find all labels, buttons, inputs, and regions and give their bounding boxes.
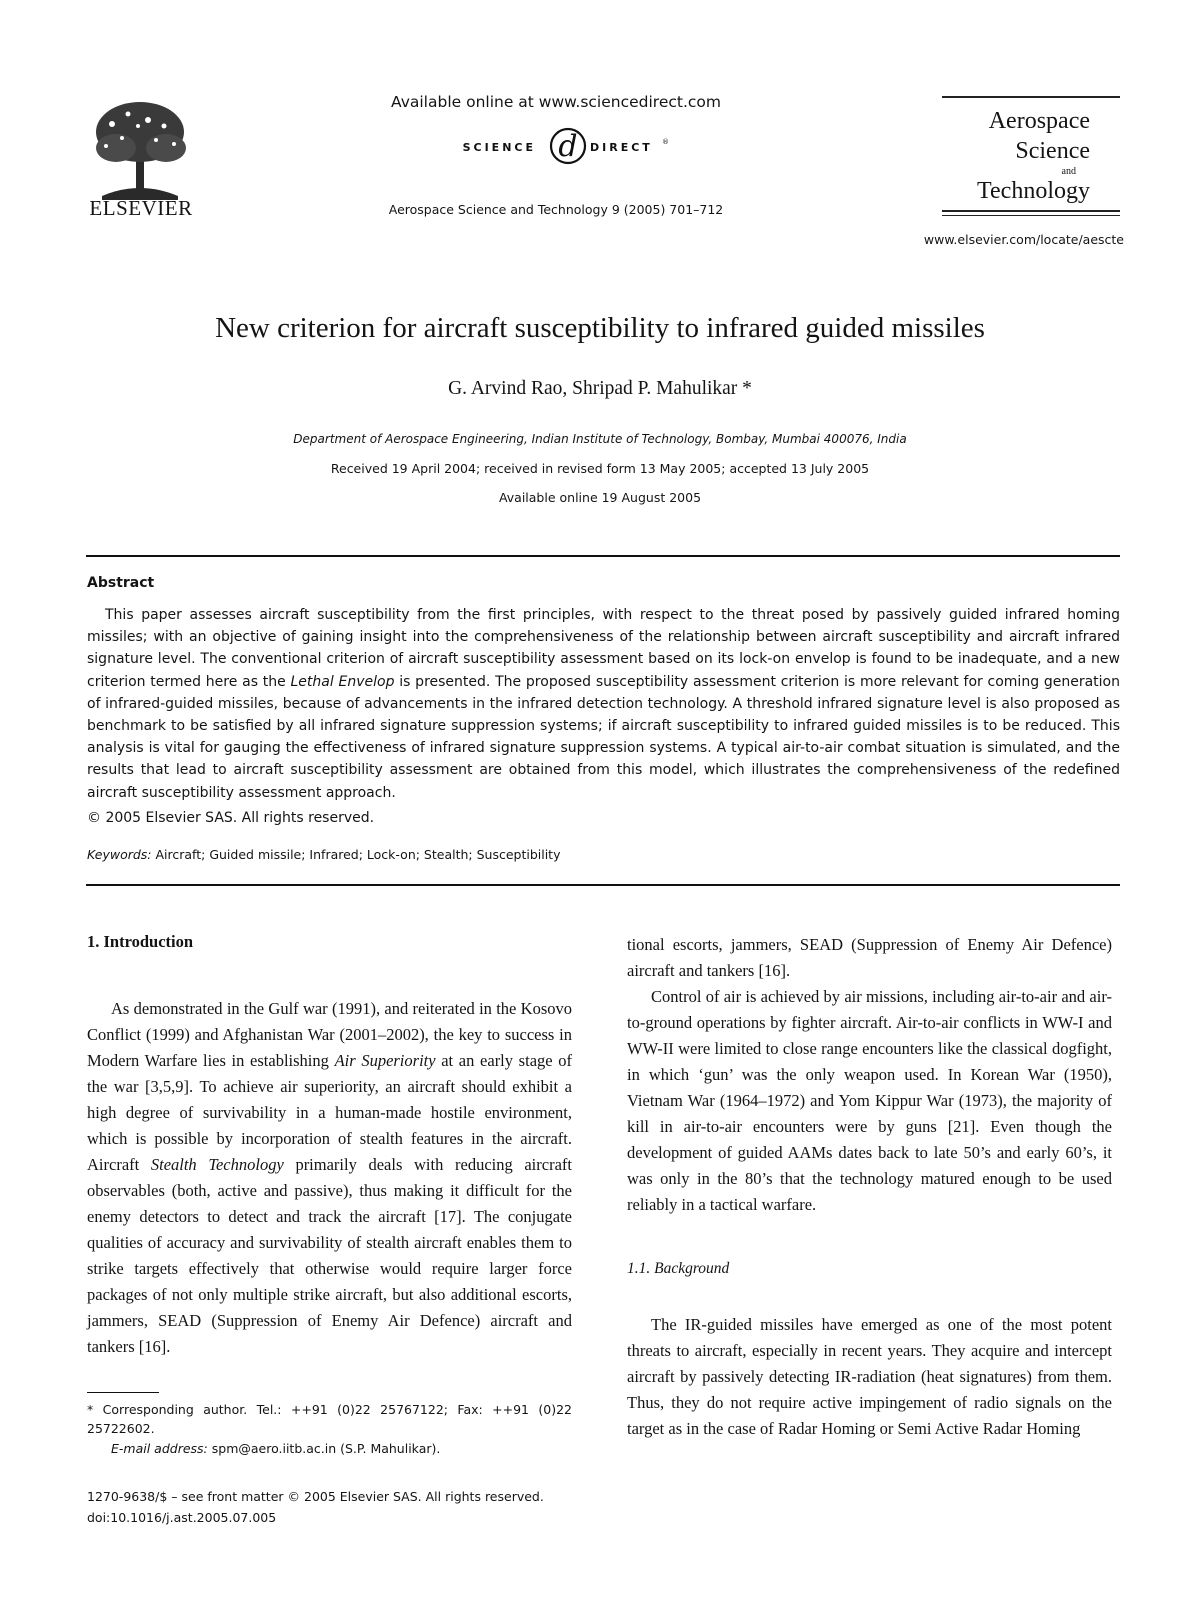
footnote-corresponding-author: * Corresponding author. Tel.: ++91 (0)22 25767122; Fax: ++91 (0)22 25722602.: [87, 1402, 572, 1436]
journal-name-aerospace: Aerospace: [988, 108, 1090, 134]
keywords-label: Keywords:: [87, 847, 152, 862]
journal-masthead: [942, 96, 1120, 220]
sciencedirect-left-text: SCIENCE: [462, 141, 536, 154]
email-address-link[interactable]: spm@aero.iitb.ac.in (S.P. Mahulikar).: [211, 1441, 441, 1456]
issn-front-matter: 1270-9638/$ – see front matter © 2005 Elsevier SAS. All rights reserved.: [87, 1489, 544, 1504]
masthead-rule-bottom: [942, 210, 1120, 212]
footnote-rule: [87, 1392, 159, 1393]
sciencedirect-tm: ®: [662, 138, 669, 146]
received-dates: Received 19 April 2004; received in revised form 13 May 2005; accepted 13 July 2005: [330, 461, 870, 476]
journal-name-science: Science: [1015, 138, 1090, 164]
doi-link[interactable]: doi:10.1016/j.ast.2005.07.005: [87, 1510, 277, 1525]
journal-reference: Aerospace Science and Technology 9 (2005) 701–712: [388, 202, 724, 217]
email-label: E-mail address:: [111, 1441, 208, 1456]
keywords-line: [87, 847, 560, 862]
right-column-paragraph-1: [627, 932, 1112, 984]
paper-title: New criterion for aircraft susceptibility to infrared guided missiles: [215, 312, 985, 344]
svg-text:d: d: [558, 129, 578, 164]
abstract-text-part2: is presented. The proposed susceptibility assessment criterion is more relevant for coming generation of infrared-guided missiles, because of advancements in the infrared detection technology. A threshold infrared signature level is also proposed as benchmark to be satisfied by all infrared signature suppression systems; if aircraft susceptibility to infrared guided missiles is to be reduced. This analysis is vital for gauging the effectiveness of infrared signature suppression systems. A typical air-to-air combat situation is simulated, and the results that lead to aircraft susceptibility assessment are obtained from this model, which illustrates the comprehensiveness of the redefined aircraft susceptibility assessment approach.: [87, 673, 1120, 801]
intro-text-b: at an early stage of the war [3,5,9]. To achieve air superiority, an aircraft should exhibit a high degree of survivability in a human-made hostile environment, which is possible by incorporation of stealth features in the aircraft. Aircraft: [87, 1051, 572, 1174]
masthead-rule-bottom-thin: [942, 215, 1120, 216]
right-column-paragraph-2: [627, 984, 1112, 1218]
right-paragraph-2-text: Control of air is achieved by air missions, including air-to-air and air-to-ground operations by fighter aircraft. Air-to-air conflicts in WW-I and WW-II were limited to close range encounters like the classical dogfight, in which ‘gun’ was the only weapon used. In Korean War (1950), Vietnam War (1964–1972) and Yom Kippur War (1973), the majority of kill in air-to-air encounters were by guns [21]. Even though the development of guided AAMs dates back to late 50’s and early 60’s, it was only in the 80’s that the technology matured enough to be used reliably in a tactical warfare.: [627, 987, 1112, 1214]
masthead-rule-top: [942, 96, 1120, 98]
footnote-email: [111, 1441, 440, 1456]
author-list: G. Arvind Rao, Shripad P. Mahulikar *: [448, 378, 752, 399]
journal-name-technology: Technology: [977, 178, 1090, 204]
right-column-paragraph-3: [627, 1312, 1112, 1442]
right-paragraph-3-text: The IR-guided missiles have emerged as one of the most potent threats to aircraft, especially in recent years. They acquire and intercept aircraft by passively detecting IR-radiation (heat signatures) from them. Thus, they do not require active impingement of radio signals on the target as in the case of Radar Homing or Semi Active Radar Homing: [627, 1315, 1112, 1438]
intro-text-a: As demonstrated in the Gulf war (1991), and reiterated in the Kosovo Conflict (1999) and Afghanistan War (2001–2002), the key to success in Modern Warfare lies in establishing: [87, 999, 572, 1070]
section-heading-introduction: 1. Introduction: [87, 932, 194, 951]
available-online-date: Available online 19 August 2005: [498, 490, 702, 505]
keywords-list: Aircraft; Guided missile; Infrared; Lock-on; Stealth; Susceptibility: [155, 847, 561, 862]
abstract-heading: Abstract: [87, 575, 155, 591]
intro-stealth-technology: Stealth Technology: [150, 1155, 284, 1174]
journal-url-link[interactable]: www.elsevier.com/locate/aescte: [923, 232, 1124, 247]
intro-air-superiority: Air Superiority: [334, 1051, 436, 1070]
available-online-link[interactable]: Available online at www.sciencedirect.com: [391, 93, 721, 111]
sciencedirect-right-text: DIRECT: [590, 141, 653, 154]
abstract-copyright: © 2005 Elsevier SAS. All rights reserved.: [87, 810, 375, 826]
journal-name-and: and: [1061, 166, 1076, 177]
abstract-text-part1: This paper assesses aircraft susceptibility from the first principles, with respect to the threat posed by passively guided infrared homing missiles; with an objective of gaining insight into the comprehensiveness of the relationship between aircraft susceptibility and aircraft infrared signature level. The conventional criterion of aircraft susceptibility assessment based on its lock-on envelop is found to be inadequate, and a new criterion termed here as the: [87, 607, 1120, 690]
sciencedirect-logo: [440, 118, 696, 174]
abstract-body: [87, 604, 1120, 804]
intro-text-c: primarily deals with reducing aircraft observables (both, active and passive), thus making it difficult for the enemy detectors to detect and track the aircraft [17]. The conjugate qualities of accuracy and survivability of stealth aircraft enables them to strike targets effectively that otherwise would require larger force packages of not only multiple strike aircraft, but also additional escorts, jammers, SEAD (Suppression of Enemy Air Defence) aircraft and tankers [16].: [87, 1155, 572, 1356]
subsection-heading-background: 1.1. Background: [627, 1260, 730, 1277]
abstract-rule-bottom: [86, 884, 1120, 886]
abstract-lethal-envelop: Lethal Envelop: [290, 673, 395, 690]
publisher-name: ELSEVIER: [89, 196, 193, 220]
author-affiliation: Department of Aerospace Engineering, Indian Institute of Technology, Bombay, Mumbai 400076, India: [293, 432, 907, 446]
abstract-rule-top: [86, 555, 1120, 557]
intro-paragraph-1: [87, 996, 572, 1360]
right-paragraph-1-text: tional escorts, jammers, SEAD (Suppression of Enemy Air Defence) aircraft and tankers [16].: [627, 935, 1112, 980]
